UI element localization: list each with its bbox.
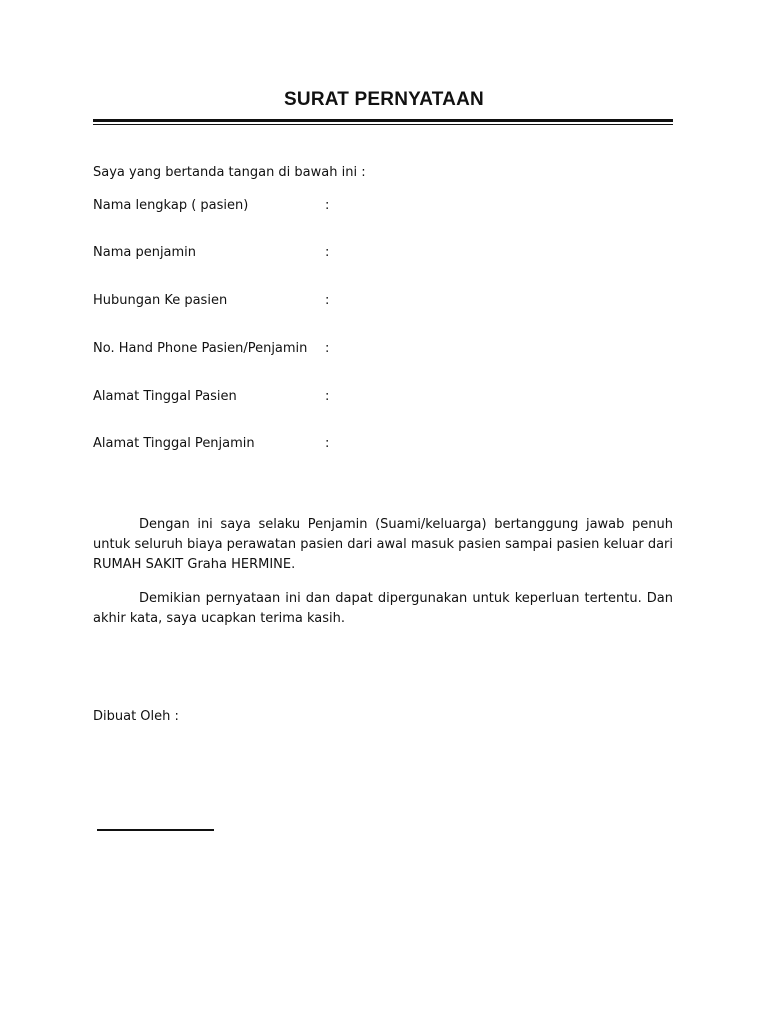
title-double-rule-thick bbox=[93, 119, 673, 122]
field-label: Hubungan Ke pasien bbox=[93, 293, 228, 308]
field-label: No. Hand Phone Pasien/Penjamin bbox=[93, 341, 308, 356]
field-label: Nama lengkap ( pasien) bbox=[93, 198, 249, 213]
field-label: Alamat Tinggal Pasien bbox=[93, 389, 237, 404]
field-colon: : bbox=[325, 389, 330, 404]
field-row-guarantor-name bbox=[93, 244, 653, 262]
field-colon: : bbox=[325, 198, 330, 213]
responsibility-paragraph: Dengan ini saya selaku Penjamin (Suami/keluarga) bertanggung jawab penuh untuk seluruh biaya perawatan pasien dari awal masuk pasien sampai pasien keluar dari RUMAH SAKIT Graha HERMINE. bbox=[93, 517, 674, 572]
field-row-relationship bbox=[93, 292, 653, 310]
title-double-rule-thin bbox=[93, 124, 673, 125]
field-label: Nama penjamin bbox=[93, 245, 197, 260]
intro-statement: Saya yang bertanda tangan di bawah ini : bbox=[93, 165, 366, 180]
closing-paragraph: Demikian pernyataan ini dan dapat dipergunakan untuk keperluan tertentu. Dan akhir kata, saya ucapkan terima kasih. bbox=[93, 591, 673, 626]
field-row-patient-address bbox=[93, 388, 653, 406]
signature-line bbox=[97, 829, 214, 831]
field-label: Alamat Tinggal Penjamin bbox=[93, 436, 255, 451]
field-row-phone bbox=[93, 340, 653, 358]
field-colon: : bbox=[325, 436, 330, 451]
field-colon: : bbox=[325, 245, 330, 260]
field-colon: : bbox=[325, 293, 330, 308]
field-row-patient-name bbox=[93, 197, 653, 215]
field-row-guarantor-address bbox=[93, 435, 653, 453]
signed-by-label: Dibuat Oleh : bbox=[93, 709, 179, 724]
field-colon: : bbox=[325, 341, 330, 356]
document-title: SURAT PERNYATAAN bbox=[284, 89, 484, 110]
